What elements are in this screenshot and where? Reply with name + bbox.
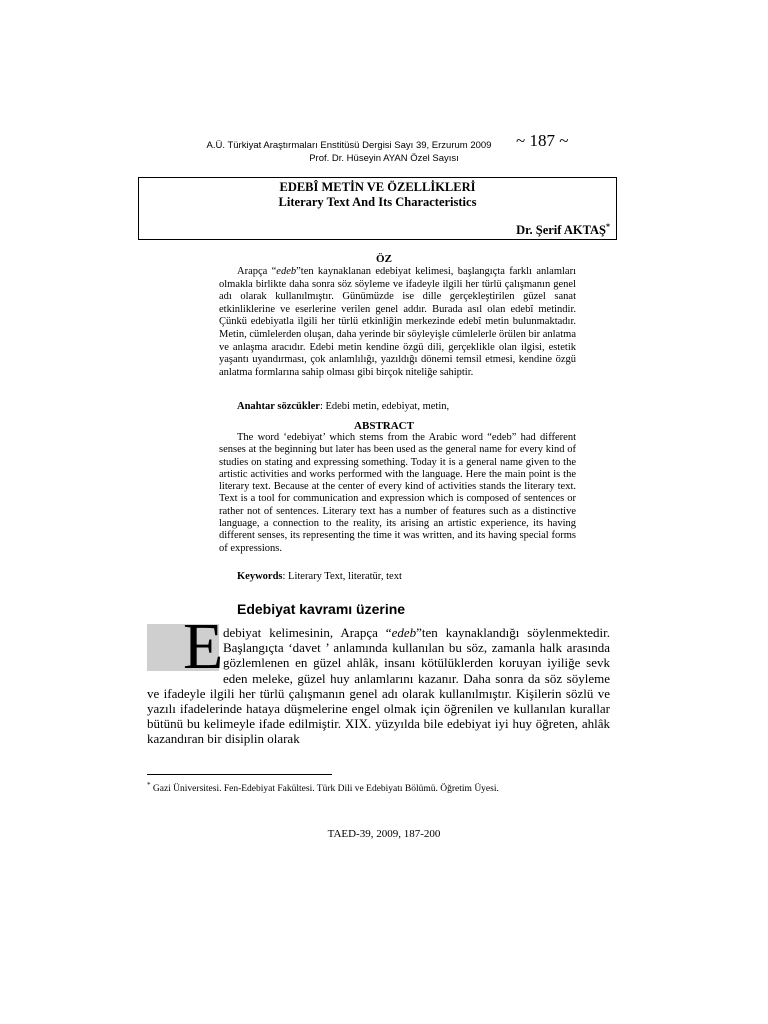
body-post: ”ten kaynaklandığı söylenmektedir. Başlangıçta ‘davet ’ anlamında kullanılan bu söz, zamanla halk arasında gözlemlenen en güzel ahlâk, insanı kötülüklerden koruyan iyiliğe sevk eden meleke, güzel huy anlamlarını kazanır. Daha sonra da söz söyleme ve ifadeyle ilgili her türlü çalışmanın genel adı olarak kullanılmıştır. Kişilerin sözlü ve yazılı ifadelerinde hataya düşmelerine engel olmak için öğrenilen ve kullanılan kurallar bütünü bu kelimeyle ifade edilmiştir. XIX. yüzyılda bile edebiyat iyi huy öğreten, ahlâk kazandıran bir disiplin olarak (147, 625, 610, 747)
body-pre: debiyat kelimesinin, Arapça “ (223, 625, 392, 640)
special-issue-line: Prof. Dr. Hüseyin AYAN Özel Sayısı (309, 153, 459, 164)
footnote-mark: * (147, 781, 151, 789)
abstract-heading: ABSTRACT (354, 420, 414, 432)
title-box (138, 177, 617, 240)
title-turkish: EDEBÎ METİN VE ÖZELLİKLERİ (279, 180, 476, 194)
author-name (516, 222, 610, 238)
dropcap-letter: E (183, 610, 224, 683)
section-heading: Edebiyat kavramı üzerine (237, 601, 406, 617)
footnote-divider (147, 774, 332, 775)
oz-heading: ÖZ (376, 253, 392, 265)
footnote-text: Gazi Üniversitesi. Fen-Edebiyat Fakültesi. Türk Dili ve Edebiyatı Bölümü. Öğretim Üyesi. (150, 784, 499, 795)
author-text: Dr. Şerif AKTAŞ (516, 223, 606, 238)
citation-footer: TAED-39, 2009, 187-200 (327, 828, 441, 840)
author-footnote-mark[interactable]: * (606, 222, 610, 231)
english-keywords (237, 571, 402, 582)
oz-paragraph (219, 266, 576, 379)
english-keywords-list: : Literary Text, literatür, text (282, 571, 402, 582)
oz-post: ”ten kaynaklanan edebiyat kelimesi, başlangıçta farklı anlamları olmakla birlikte daha sonra söz söyleme ve ifadeyle ilgili her türlü çalışmanın genel adı olarak kullanılmıştır. Günümüzde ise dille gerçekleştirilen güzel sanat etkinliklerine ve eserlerine verilen genel addır. Burada asıl olan edebî metindir. Çünkü edebiyatla ilgili her türlü etkinliğin merkezinde edebî metin bulunmaktadır. Metin, cümlelerden oluşan, daha yerinde bir söyleyişle cümlelerle örülen bir anlatma ve anlaşma aracıdır. Edebi metin kendine özgü dili, gerçeklikle olan ilgisi, estetik yaşantı uyandırması, çok anlamlılığı, yazıldığı dönemi temsil etmesi, kendine özgü anlatma formlarına sahip olması gibi birçok niteliğe sahiptir. (219, 266, 576, 378)
body-em: edeb (391, 625, 417, 640)
oz-pre: Arapça “ (237, 266, 277, 277)
abstract-paragraph: The word ‘edebiyat’ which stems from the Arabic word “edeb” had different senses at the beginning but later has been used as the general name for every kind of studies on stating and expressing something. Today it is a general name given to the artistic activities and works performed with the language. Here the main point is the literary text. Because at the center of every kind of activities stands the literary text. Text is a tool for communication and expression which is composed of sentences or rather not of sentences. Literary text has a number of features such as a distinctive language, a connection to the reality, its arising an artistic experience, its having different senses, its representing the time it was written, and its having special forms of expressions. (219, 432, 576, 554)
english-keywords-label: Keywords (237, 571, 283, 582)
title-english: Literary Text And Its Characteristics (278, 195, 477, 209)
oz-em: edeb (276, 266, 297, 277)
turkish-keywords-list: : Edebi metin, edebiyat, metin, (319, 401, 450, 412)
turkish-keywords (237, 401, 449, 412)
turkish-keywords-label: Anahtar sözcükler (237, 401, 320, 412)
page-number: ~ 187 ~ (516, 131, 569, 150)
journal-header: A.Ü. Türkiyat Araştırmaları Enstitüsü Dergisi Sayı 39, Erzurum 2009 (206, 140, 492, 151)
body-paragraph (147, 625, 610, 747)
footnote (147, 781, 499, 794)
